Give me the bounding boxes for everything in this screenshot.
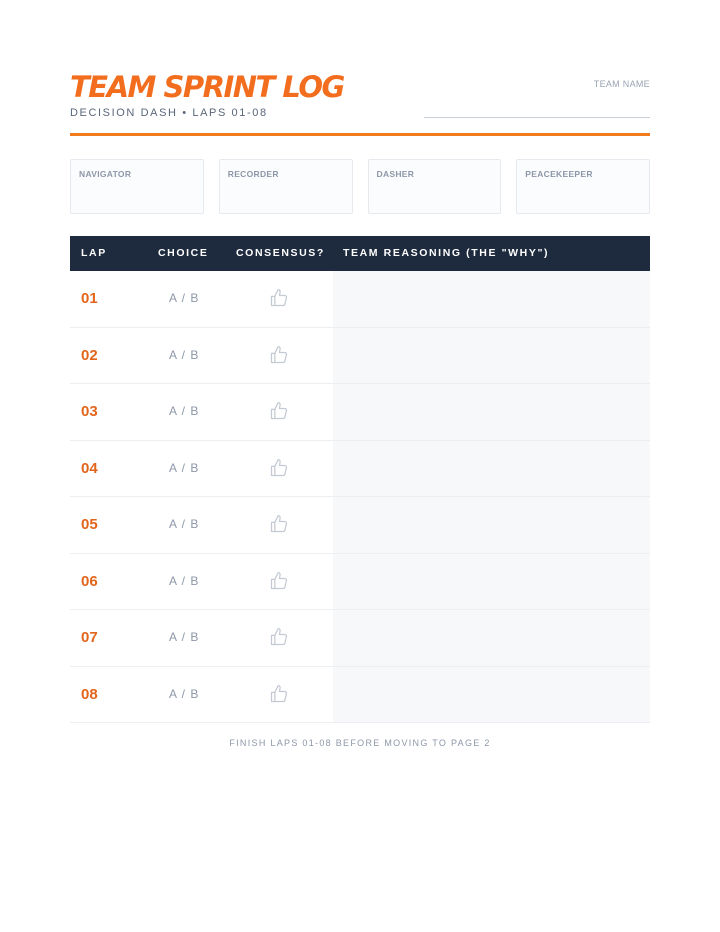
lap-number: 01 bbox=[81, 290, 98, 307]
choice-options[interactable]: A / B bbox=[169, 404, 200, 418]
table-row bbox=[70, 384, 650, 441]
role-label: RECORDER bbox=[227, 169, 279, 179]
thumbs-up-icon[interactable] bbox=[269, 288, 289, 308]
role-boxes bbox=[70, 159, 650, 214]
column-header-lap: LAP bbox=[81, 247, 107, 259]
thumbs-up-icon[interactable] bbox=[269, 627, 289, 647]
reasoning-cell[interactable] bbox=[333, 610, 650, 666]
role-box-dasher[interactable] bbox=[368, 159, 502, 214]
role-label: NAVIGATOR bbox=[79, 169, 132, 179]
thumbs-up-icon[interactable] bbox=[269, 514, 289, 534]
lap-table bbox=[70, 236, 650, 723]
role-label: DASHER bbox=[376, 169, 415, 179]
team-name-field[interactable] bbox=[424, 117, 650, 118]
thumbs-up-icon[interactable] bbox=[269, 458, 289, 478]
choice-options[interactable]: A / B bbox=[169, 291, 200, 305]
page-title: TEAM SPRINT LOG bbox=[70, 70, 344, 104]
page-subtitle: DECISION DASH • LAPS 01-08 bbox=[70, 107, 268, 119]
table-row bbox=[70, 497, 650, 554]
lap-number: 06 bbox=[81, 572, 98, 590]
lap-number: 02 bbox=[81, 346, 98, 364]
reasoning-cell[interactable] bbox=[333, 497, 650, 553]
choice-options[interactable]: A / B bbox=[169, 630, 200, 644]
table-row bbox=[70, 667, 650, 724]
table-row bbox=[70, 610, 650, 667]
role-box-peacekeeper[interactable] bbox=[516, 159, 650, 214]
column-header-choice: CHOICE bbox=[158, 247, 209, 259]
choice-options[interactable]: A / B bbox=[169, 686, 200, 701]
table-row bbox=[70, 271, 650, 328]
column-header-consensus: CONSENSUS? bbox=[236, 247, 325, 259]
thumbs-up-icon[interactable] bbox=[269, 684, 289, 704]
choice-options[interactable]: A / B bbox=[169, 460, 200, 475]
choice-options[interactable]: A / B bbox=[169, 347, 200, 362]
thumbs-up-icon[interactable] bbox=[269, 345, 289, 365]
header bbox=[70, 0, 650, 138]
reasoning-cell[interactable] bbox=[333, 554, 650, 610]
worksheet-page bbox=[70, 0, 650, 748]
role-box-recorder[interactable] bbox=[219, 159, 353, 214]
role-label: PEACEKEEPER bbox=[525, 169, 593, 179]
lap-number: 07 bbox=[81, 629, 98, 646]
reasoning-cell[interactable] bbox=[333, 328, 650, 384]
choice-options[interactable]: A / B bbox=[169, 517, 200, 531]
lap-number: 04 bbox=[81, 459, 98, 477]
lap-number: 05 bbox=[81, 516, 98, 533]
footer-note: FINISH LAPS 01-08 BEFORE MOVING TO PAGE 2 bbox=[229, 738, 491, 748]
table-header bbox=[70, 236, 650, 271]
table-row bbox=[70, 441, 650, 498]
reasoning-cell[interactable] bbox=[333, 441, 650, 497]
table-row bbox=[70, 554, 650, 611]
table-body bbox=[70, 271, 650, 723]
thumbs-up-icon[interactable] bbox=[269, 401, 289, 421]
header-divider bbox=[70, 133, 650, 136]
reasoning-cell[interactable] bbox=[333, 667, 650, 723]
choice-options[interactable]: A / B bbox=[169, 573, 200, 588]
lap-number: 08 bbox=[81, 685, 98, 703]
thumbs-up-icon[interactable] bbox=[269, 571, 289, 591]
column-header-reasoning: TEAM REASONING (THE "WHY") bbox=[343, 247, 550, 259]
role-box-navigator[interactable] bbox=[70, 159, 204, 214]
table-row bbox=[70, 328, 650, 385]
lap-number: 03 bbox=[81, 403, 98, 420]
reasoning-cell[interactable] bbox=[333, 384, 650, 440]
team-name-label: TEAM NAME bbox=[593, 79, 650, 89]
reasoning-cell[interactable] bbox=[333, 271, 650, 327]
